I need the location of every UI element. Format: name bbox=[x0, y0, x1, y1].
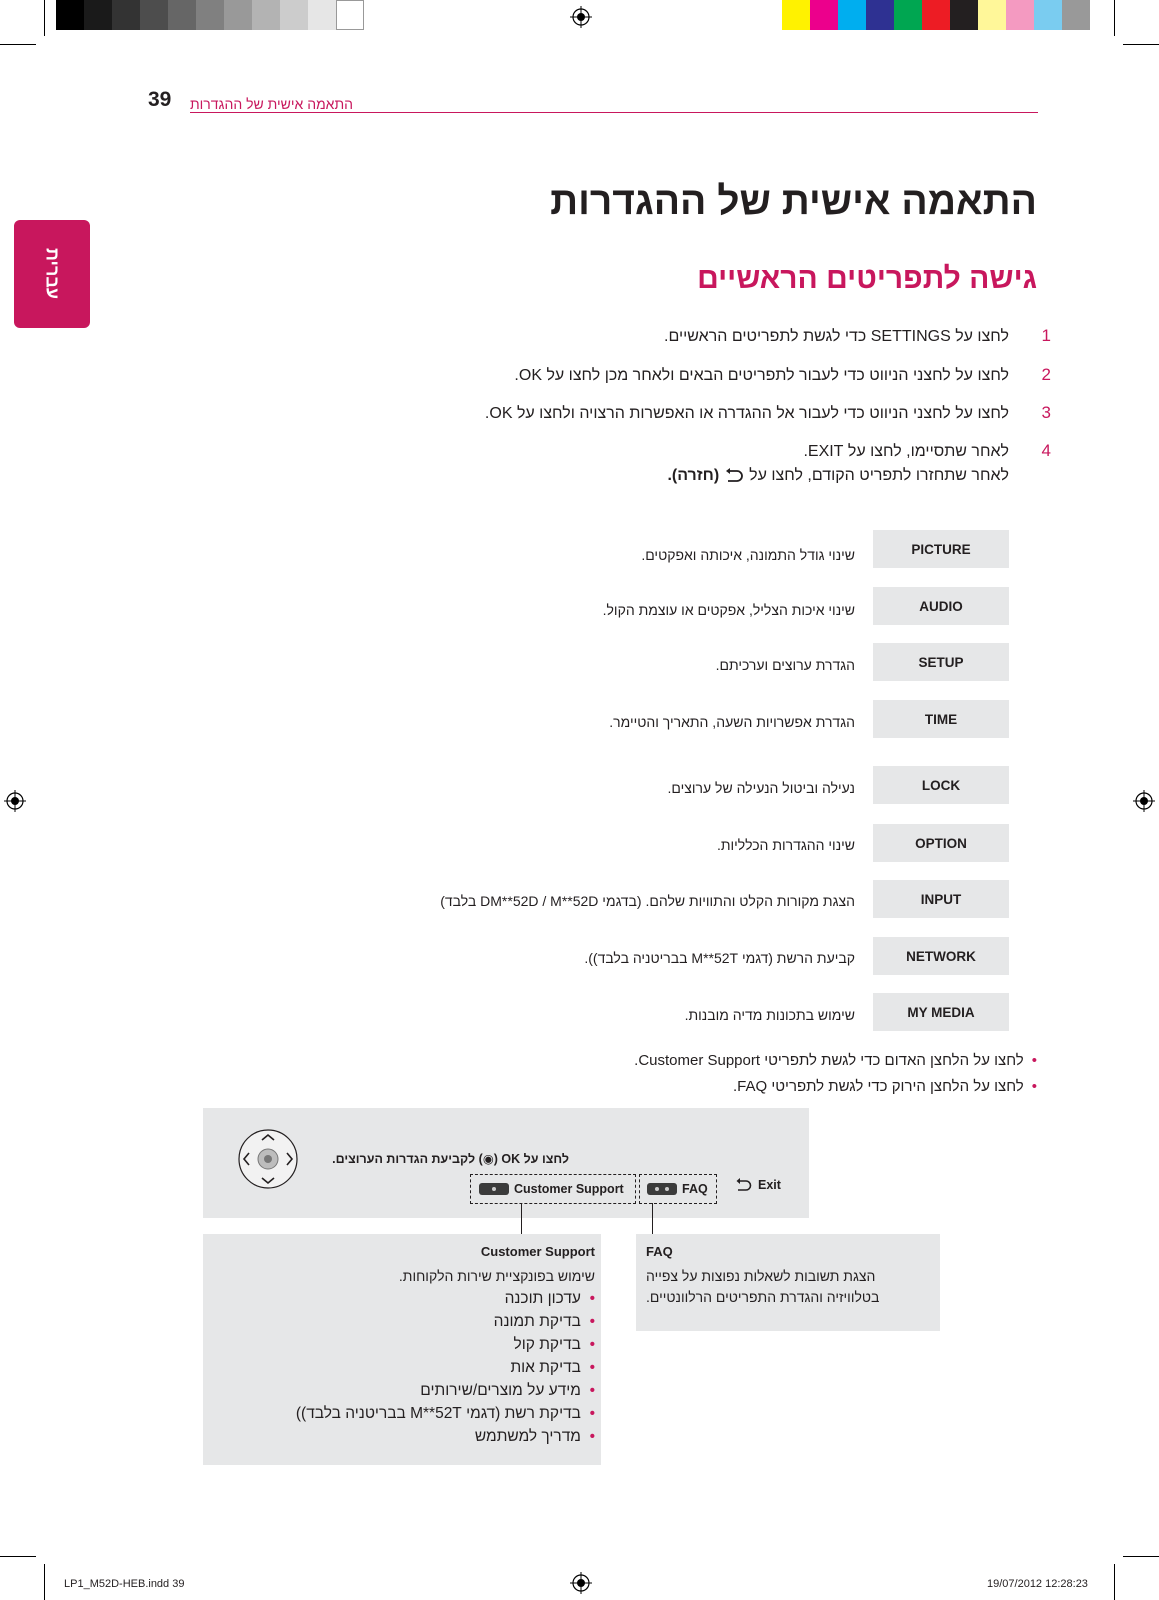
menu-description: שינוי איכות הצליל, אפקטים או עוצמת הקול. bbox=[602, 602, 855, 618]
step-number: 3 bbox=[1041, 403, 1051, 422]
step-number: 1 bbox=[1041, 326, 1051, 345]
list-item bbox=[514, 1336, 595, 1354]
faq-box bbox=[636, 1234, 940, 1331]
footer-file-name: LP1_M52D-HEB.indd 39 bbox=[64, 1578, 185, 1590]
customer-support-title: Customer Support bbox=[480, 1244, 595, 1259]
list-item-text: בדיקת תמונה bbox=[493, 1313, 581, 1330]
list-item bbox=[420, 1382, 595, 1400]
step-text: לחצו על SETTINGS כדי לגשת לתפריטים הראשיים. bbox=[664, 328, 1009, 345]
menu-network: NETWORK bbox=[873, 937, 1009, 975]
language-tab bbox=[14, 220, 90, 328]
bullet-dot: • bbox=[580, 1313, 595, 1330]
menu-description: נעילה וביטול הנעילה של ערוצים. bbox=[667, 780, 855, 796]
list-item bbox=[510, 1359, 595, 1377]
menu-input: INPUT bbox=[873, 880, 1009, 918]
bullet-item bbox=[733, 1078, 1037, 1095]
faq-description-line: בטלוויזיה והגדרת התפריטים הרלוונטיים. bbox=[646, 1289, 880, 1305]
menu-description: קביעת הרשת (דגמי M**52T בבריטניה בלבד)). bbox=[584, 950, 855, 966]
faq-label: FAQ bbox=[682, 1182, 708, 1196]
connector-line bbox=[652, 1203, 653, 1235]
faq-button[interactable] bbox=[647, 1182, 708, 1196]
registration-mark-icon bbox=[570, 6, 592, 28]
step-text: לאחר שתסיימו, לחצו על EXIT. bbox=[803, 443, 1009, 460]
list-item-text: בדיקת אות bbox=[510, 1359, 581, 1376]
bullet-text: לחצו על הלחצן הירוק כדי לגשת לתפריטי FAQ. bbox=[733, 1078, 1024, 1095]
header-rule bbox=[190, 112, 1038, 113]
bullet-dot: • bbox=[580, 1336, 595, 1353]
registration-mark-icon bbox=[570, 1572, 592, 1594]
exit-button[interactable] bbox=[735, 1178, 781, 1192]
menu-picture: PICTURE bbox=[873, 530, 1009, 568]
menu-my-media: MY MEDIA bbox=[873, 993, 1009, 1031]
list-item bbox=[494, 1313, 595, 1331]
footer-date: 19/07/2012 12:28:23 bbox=[987, 1578, 1088, 1590]
customer-support-box bbox=[203, 1234, 601, 1465]
menu-lock: LOCK bbox=[873, 766, 1009, 804]
customer-support-intro: שימוש בפונקציית שירות הלקוחות. bbox=[398, 1268, 595, 1284]
bullet-dot: • bbox=[1031, 1052, 1037, 1069]
running-header: התאמה אישית של ההגדרות bbox=[190, 96, 354, 112]
step-number: 4 bbox=[1041, 441, 1051, 460]
bullet-item bbox=[634, 1052, 1037, 1069]
red-button-icon bbox=[479, 1183, 509, 1195]
step-text: לחצו על לחצני הניווט כדי לעבור לתפריטים הבאים ולאחר מכן לחצו על OK. bbox=[514, 367, 1009, 384]
list-item-text: מדריך למשתמש bbox=[474, 1428, 581, 1445]
language-tab-label: עברית bbox=[42, 248, 63, 300]
step-back-label: (חזרה). bbox=[667, 467, 720, 484]
menu-option: OPTION bbox=[873, 824, 1009, 862]
panel-instruction: לחצו על OK (◉) לקביעת הגדרות הערוצים. bbox=[332, 1152, 569, 1166]
menu-audio: AUDIO bbox=[873, 587, 1009, 625]
section-title: גישה לתפריטים הראשיים bbox=[697, 262, 1037, 295]
registration-mark-icon bbox=[1133, 790, 1155, 812]
menu-description: הצגת מקורות הקלט והתוויות שלהם. (בדגמי DM**52D / M**52D בלבד) bbox=[440, 893, 855, 909]
list-item-text: מידע על מוצרים/שירותים bbox=[420, 1382, 581, 1399]
green-button-icon bbox=[647, 1183, 677, 1195]
bullet-text: לחצו על הלחצן האדום כדי לגשת לתפריטי Customer Support. bbox=[634, 1052, 1024, 1069]
bullet-dot: • bbox=[580, 1359, 595, 1376]
registration-mark-icon bbox=[4, 790, 26, 812]
back-arrow-icon bbox=[724, 468, 744, 484]
customer-support-label: Customer Support bbox=[514, 1182, 624, 1196]
support-panel bbox=[203, 1108, 809, 1218]
menu-description: שימוש בתכונות מדיה מובנות. bbox=[684, 1007, 855, 1023]
menu-description: שינוי ההגדרות הכלליות. bbox=[716, 837, 855, 853]
list-item bbox=[475, 1428, 595, 1446]
step-text: לחצו על לחצני הניווט כדי לעבור אל ההגדרה או האפשרות הרצויה ולחצו על OK. bbox=[484, 405, 1009, 422]
bullet-dot: • bbox=[1031, 1078, 1037, 1095]
list-item-text: בדיקת קול bbox=[513, 1336, 581, 1353]
navigation-pad-icon bbox=[237, 1128, 299, 1190]
customer-support-button[interactable] bbox=[479, 1182, 624, 1196]
step-number: 2 bbox=[1041, 365, 1051, 384]
bullet-dot: • bbox=[580, 1290, 595, 1307]
list-item-text: בדיקת רשת (דגמי M**52T בבריטניה בלבד)) bbox=[295, 1405, 581, 1422]
faq-description-line: הצגת תשובות לשאלות נפוצות על צפייה bbox=[646, 1268, 876, 1284]
back-arrow-icon bbox=[735, 1178, 753, 1192]
menu-time: TIME bbox=[873, 700, 1009, 738]
step-back-text: לאחר שתחזרו לתפריט הקודם, לחצו על bbox=[749, 467, 1009, 484]
list-item bbox=[296, 1405, 595, 1423]
exit-label: Exit bbox=[758, 1178, 781, 1192]
page-number: 39 bbox=[148, 88, 172, 111]
list-item-text: עדכון תוכנה bbox=[504, 1290, 581, 1307]
connector-line bbox=[521, 1203, 522, 1235]
page-title: התאמה אישית של ההגדרות bbox=[550, 180, 1037, 223]
bullet-dot: • bbox=[580, 1428, 595, 1445]
bullet-dot: • bbox=[580, 1405, 595, 1422]
menu-setup: SETUP bbox=[873, 643, 1009, 681]
step-back-line bbox=[667, 467, 1009, 485]
bullet-dot: • bbox=[580, 1382, 595, 1399]
menu-description: שינוי גודל התמונה, איכותה ואפקטים. bbox=[641, 547, 855, 563]
faq-title: FAQ bbox=[646, 1244, 673, 1259]
menu-description: הגדרת אפשרויות השעה, התאריך והטיימר. bbox=[609, 714, 855, 730]
list-item bbox=[505, 1290, 595, 1308]
menu-description: הגדרת ערוצים וערכיתם. bbox=[715, 657, 855, 673]
